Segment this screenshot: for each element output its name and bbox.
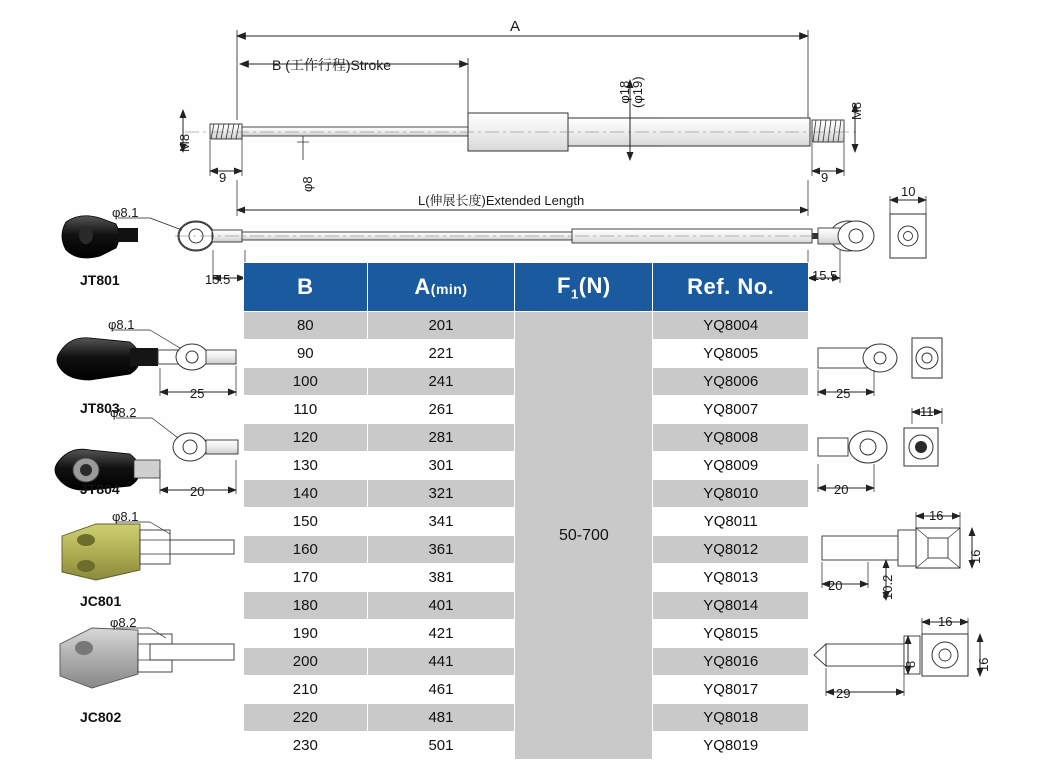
cell-a-min: 301 [367,452,515,480]
cell-a-min: 381 [367,564,515,592]
cell-b: 220 [244,704,368,732]
cell-b: 140 [244,480,368,508]
cell-ref-no: YQ8015 [653,620,809,648]
cell-ref-no: YQ8010 [653,480,809,508]
dim-16-lower-top: 16 [938,614,953,629]
dim-20-lower: 20 [828,578,843,593]
cell-b: 200 [244,648,368,676]
header-a-sub: (min) [430,281,468,297]
cell-b: 110 [244,396,368,424]
cell-a-min: 481 [367,704,515,732]
dim-25-right: 25 [836,386,851,401]
header-b: B [244,263,368,312]
dim-16-side: 16 [968,549,983,564]
spec-table [243,262,809,760]
dim-11: 11 [920,404,934,419]
cell-ref-no: YQ8007 [653,396,809,424]
label-extended-length: L(伸展长度)Extended Length [418,193,585,208]
header-ref-no: Ref. No. [653,263,809,312]
cell-ref-no: YQ8009 [653,452,809,480]
header-a [367,263,515,312]
label-stroke: B (工作行程)Stroke [272,57,392,73]
header-f-sub: 1 [570,286,579,302]
bore-jt804: φ8.2 [110,405,137,420]
cell-a-min: 201 [367,312,515,340]
label-diameter-18-19 [618,76,644,108]
dim-15-5-left: 15.5 [205,272,231,287]
cell-b: 130 [244,452,368,480]
cell-a-min: 321 [367,480,515,508]
bore-jt801: φ8.1 [112,205,139,220]
cell-b: 150 [244,508,368,536]
cell-ref-no: YQ8014 [653,592,809,620]
cell-a-min: 401 [367,592,515,620]
dim-20-left: 20 [190,484,205,499]
cell-a-min: 341 [367,508,515,536]
dim-15-5-right: 15.5 [812,268,838,283]
cell-ref-no: YQ8005 [653,340,809,368]
cell-a-min: 441 [367,648,515,676]
cell-b: 90 [244,340,368,368]
bore-jc801: φ8.1 [112,509,139,524]
label-overall-a: A [510,18,521,35]
cell-a-min: 461 [367,676,515,704]
header-force [515,263,653,312]
cell-ref-no: YQ8019 [653,732,809,760]
cell-ref-no: YQ8018 [653,704,809,732]
cell-force-range: 50-700 [515,312,653,760]
cell-ref-no: YQ8013 [653,564,809,592]
table-row [244,312,809,340]
label-thread-left-m8: M8 [177,133,192,152]
label-rod-diameter: φ8 [300,176,315,192]
dim-20-right: 20 [834,482,849,497]
cell-ref-no: YQ8008 [653,424,809,452]
header-f-unit: (N) [578,272,611,298]
dim-10-2: 10.2 [880,574,895,600]
header-a-text: A [414,274,431,299]
dim-29: 29 [836,686,851,701]
cell-b: 180 [244,592,368,620]
cell-b: 80 [244,312,368,340]
fitting-name-jc801: JC801 [80,593,122,609]
cell-b: 210 [244,676,368,704]
cell-ref-no: YQ8004 [653,312,809,340]
cell-ref-no: YQ8011 [653,508,809,536]
fitting-name-jt804: JT804 [80,481,120,497]
cell-a-min: 501 [367,732,515,760]
dim-16-top: 16 [929,508,944,523]
bore-jc802: φ8.2 [110,615,137,630]
cell-b: 190 [244,620,368,648]
cell-ref-no: YQ8016 [653,648,809,676]
table-body [244,312,809,760]
table-header-row [244,263,809,312]
cell-a-min: 261 [367,396,515,424]
label-d19: (φ19) [630,76,645,108]
cell-a-min: 221 [367,340,515,368]
dim-16-lower-side: 16 [976,657,991,672]
dim-25-left: 25 [190,386,205,401]
dim-8: 8 [903,660,918,668]
cell-ref-no: YQ8006 [653,368,809,396]
bore-jt803: φ8.1 [108,317,135,332]
cell-a-min: 281 [367,424,515,452]
cell-ref-no: YQ8012 [653,536,809,564]
fitting-name-jt803: JT803 [80,400,120,416]
dim-9-left: 9 [219,170,227,185]
dim-9-right: 9 [821,170,829,185]
cell-b: 230 [244,732,368,760]
label-d18: φ18 [617,80,632,104]
header-f-text: F [557,272,571,298]
cell-ref-no: YQ8017 [653,676,809,704]
cell-b: 170 [244,564,368,592]
cell-a-min: 361 [367,536,515,564]
cell-b: 120 [244,424,368,452]
cell-a-min: 241 [367,368,515,396]
fitting-name-jt801: JT801 [80,272,120,288]
dim-10: 10 [901,184,916,199]
cell-a-min: 421 [367,620,515,648]
fitting-name-jc802: JC802 [80,709,122,725]
cell-b: 100 [244,368,368,396]
label-thread-right-m8: M8 [849,101,864,120]
cell-b: 160 [244,536,368,564]
